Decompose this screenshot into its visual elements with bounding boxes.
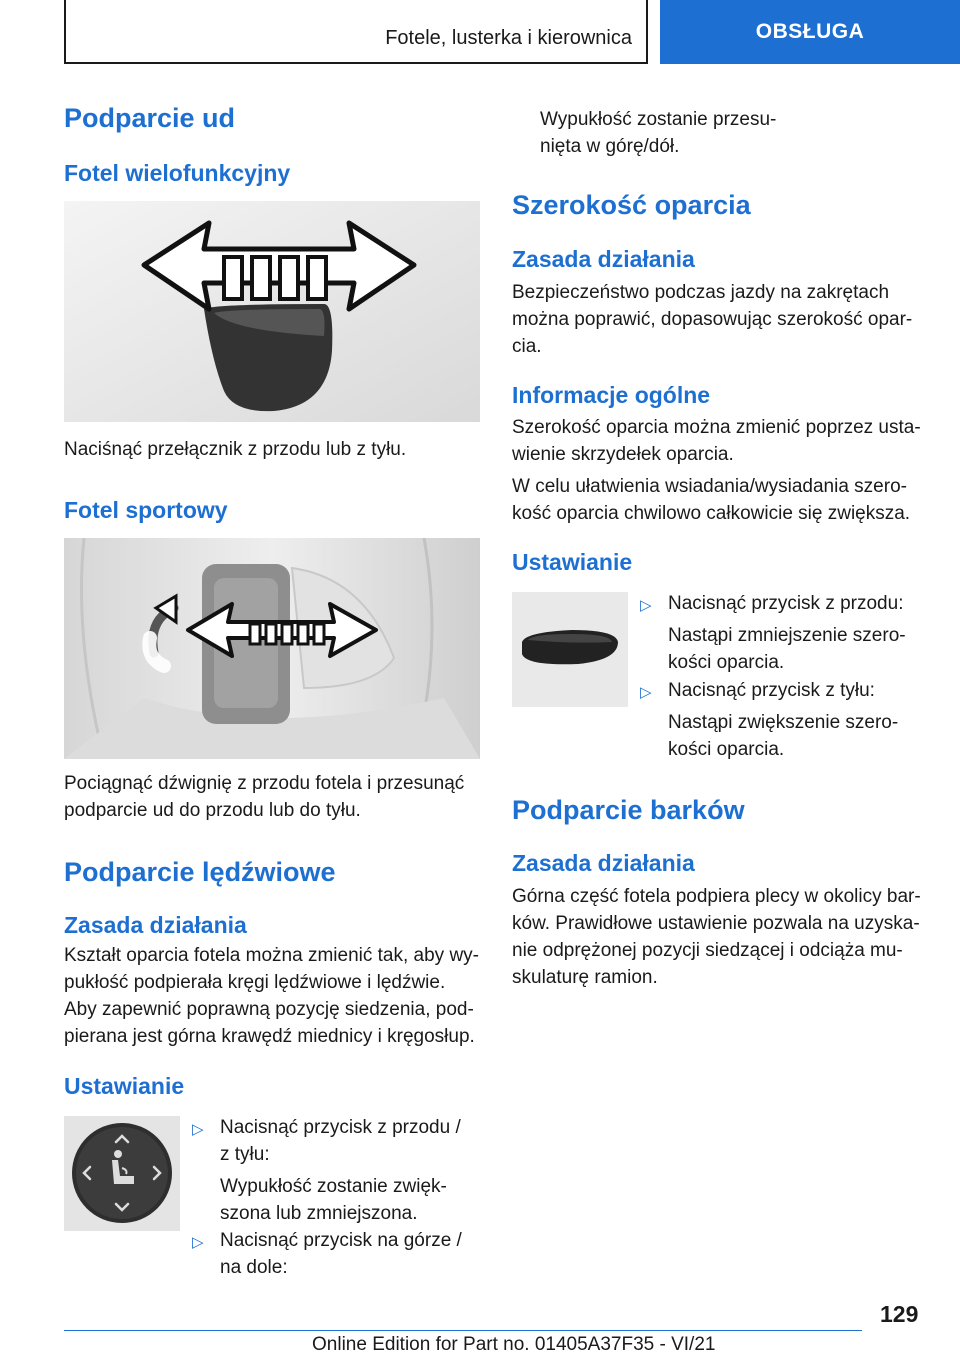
bullet-triangle-icon: ▷ <box>640 597 652 614</box>
lumbar-text-line4: pierana jest górna krawędź miednicy i kręgosłup. <box>64 1026 475 1047</box>
lumbar-text-line3: Aby zapewnić poprawną pozycję siedzenia, pod- <box>64 999 474 1020</box>
principle-text-line3: cia. <box>512 336 542 357</box>
heading-thigh-support: Podparcie ud <box>64 103 236 133</box>
lumbar-bullet1-line1: Nacisnąć przycisk z przodu / <box>220 1117 461 1138</box>
figure-multifunction-switch <box>64 201 480 422</box>
width-bullet2-result1: Nastąpi zwiększenie szero- <box>668 712 899 733</box>
page-number: 129 <box>880 1301 919 1327</box>
heading-lumbar-support: Podparcie lędźwiowe <box>64 857 336 887</box>
width-bullet1-result2: kości oparcia. <box>668 652 785 673</box>
width-switch-illustration <box>512 592 628 707</box>
header-section-title: Fotele, lusterka i kierownica <box>385 27 632 49</box>
continued-result-line1: Wypukłość zostanie przesu- <box>540 109 777 130</box>
page-header <box>64 0 960 66</box>
lumbar-bullet1-result2: szona lub zmniejszona. <box>220 1203 418 1224</box>
shoulder-text-line4: skulaturę ramion. <box>512 967 658 988</box>
width-bullet2-line: Nacisnąć przycisk z tyłu: <box>668 680 875 701</box>
sport-seat-illustration <box>64 538 480 759</box>
caption-multifunction-seat: Naciśnąć przełącznik z przodu lub z tyłu. <box>64 439 407 460</box>
general-text-line4: kość oparcia chwilowo całkowicie się zwiększa. <box>512 503 911 524</box>
lumbar-bullet2-line2: na dole: <box>220 1257 288 1278</box>
continued-result-line2: nięta w górę/dół. <box>540 136 680 157</box>
heading-adjust-lumbar: Ustawianie <box>64 1073 185 1099</box>
header-section-box <box>64 0 648 64</box>
caption-sport-seat-line1: Pociągnąć dźwignię z przodu fotela i przesunąć <box>64 773 465 794</box>
header-chapter-tab[interactable]: OBSŁUGA <box>660 0 960 64</box>
switch-illustration <box>64 201 480 422</box>
lumbar-bullet1-result1: Wypukłość zostanie zwięk- <box>220 1176 447 1197</box>
shoulder-text-line2: ków. Prawidłowe ustawienie pozwala na uzyska- <box>512 913 920 934</box>
heading-principle-shoulder: Zasada działania <box>512 850 695 876</box>
heading-principle-width: Zasada działania <box>512 246 695 272</box>
footer-divider <box>64 1330 862 1331</box>
figure-lumbar-control <box>64 1116 180 1231</box>
width-bullet1-line: Nacisnąć przycisk z przodu: <box>668 593 904 614</box>
principle-text-line1: Bezpieczeństwo podczas jazdy na zakrętach <box>512 282 890 303</box>
figure-sport-seat-lever <box>64 538 480 759</box>
heading-multifunction-seat: Fotel wielofunkcyjny <box>64 160 291 186</box>
width-bullet1-result1: Nastąpi zmniejszenie szero- <box>668 625 906 646</box>
bullet-triangle-icon: ▷ <box>640 684 652 701</box>
bullet-triangle-icon: ▷ <box>192 1234 204 1251</box>
lumbar-bullet1-line2: z tyłu: <box>220 1144 270 1165</box>
principle-text-line2: można poprawić, dopasowując szerokość opar- <box>512 309 913 330</box>
lumbar-control-illustration <box>64 1116 180 1231</box>
shoulder-text-line1: Górna część fotela podpiera plecy w okolicy bar- <box>512 886 921 907</box>
heading-sport-seat: Fotel sportowy <box>64 497 228 523</box>
shoulder-text-line3: nie odprężonej pozycji siedzącej i odciąża mu- <box>512 940 903 961</box>
width-bullet2-result2: kości oparcia. <box>668 739 785 760</box>
heading-principle-lumbar: Zasada działania <box>64 912 247 938</box>
general-text-line1: Szerokość oparcia można zmienić poprzez usta- <box>512 417 921 438</box>
lumbar-text-line1: Kształt oparcia fotela można zmienić tak, aby wy- <box>64 945 480 966</box>
general-text-line2: wienie skrzydełek oparcia. <box>512 444 734 465</box>
heading-adjust-width: Ustawianie <box>512 549 633 575</box>
bullet-triangle-icon: ▷ <box>192 1121 204 1138</box>
lumbar-text-line2: pukłość podpierała kręgi lędźwiowe i lędźwie. <box>64 972 446 993</box>
caption-sport-seat-line2: podparcie ud do przodu lub do tyłu. <box>64 800 361 821</box>
footer-edition: Online Edition for Part no. 01405A37F35 - VI/21 <box>312 1334 716 1355</box>
heading-shoulder-support: Podparcie barków <box>512 795 745 825</box>
general-text-line3: W celu ułatwienia wsiadania/wysiadania szero- <box>512 476 907 497</box>
heading-general-info: Informacje ogólne <box>512 382 711 408</box>
heading-backrest-width: Szerokość oparcia <box>512 190 751 220</box>
lumbar-bullet2-line1: Nacisnąć przycisk na górze / <box>220 1230 462 1251</box>
figure-width-switch <box>512 592 628 707</box>
